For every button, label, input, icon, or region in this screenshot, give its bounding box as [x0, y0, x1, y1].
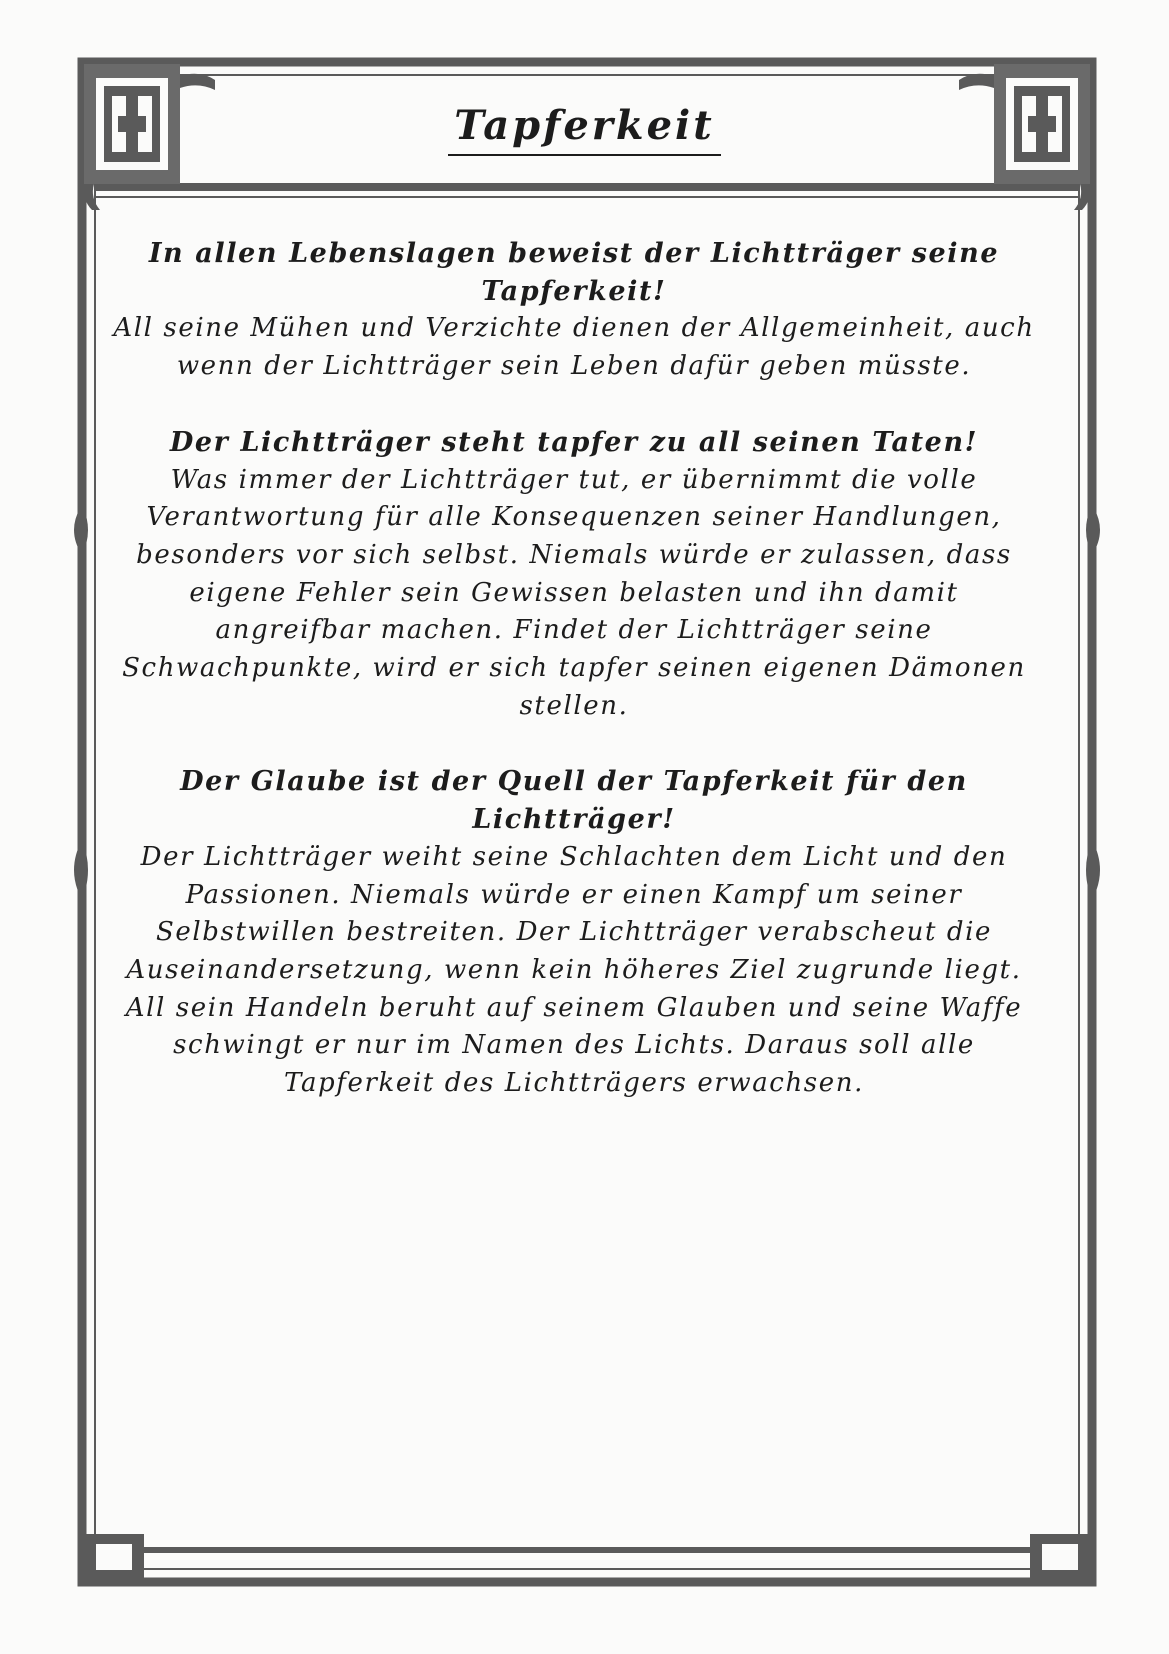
section-body: Was immer der Lichtträger tut, er übernimmt die volle Verantwortung für alle Konsequenzen seiner Handlungen, besonders vor sich selbst. Niemals würde er zulassen, dass eigene Fehler sein Gewissen belasten und ihn damit angreifbar machen. Findet der Lichtträger seine Schwachpunkte, wird er sich tapfer seinen eigenen Dämonen stellen.: [122, 464, 1026, 721]
corner-ornament-bottom: [84, 1534, 1090, 1580]
section-3: [112, 763, 1036, 1102]
section-heading: Der Glaube ist der Quell der Tapferkeit für den Lichtträger!: [180, 766, 968, 836]
page-title-text: Tapferkeit: [448, 102, 720, 156]
page-title: [0, 102, 1169, 156]
section-2: [112, 424, 1036, 726]
section-heading: Der Lichtträger steht tapfer zu all seinen Taten!: [169, 426, 979, 458]
section-body: Der Lichtträger weiht seine Schlachten dem Licht und den Passionen. Niemals würde er einen Kampf um seiner Selbstwillen bestreiten. Der Lichtträger verabscheut die Auseinandersetzung, wenn kein höheres Ziel zugrunde liegt. All sein Handeln beruht auf seinem Glauben und seine Waffe schwingt er nur im Namen des Lichts. Daraus soll alle Tapferkeit des Lichtträgers erwachsen.: [125, 841, 1023, 1099]
section-body: All seine Mühen und Verzichte dienen der Allgemeinheit, auch wenn der Lichtträger sein Leben dafür geben müsste.: [113, 313, 1035, 382]
section-heading: In allen Lebenslagen beweist der Lichtträger seine Tapferkeit!: [148, 238, 1000, 307]
content-body: [112, 235, 1036, 1141]
section-1: [112, 235, 1036, 386]
